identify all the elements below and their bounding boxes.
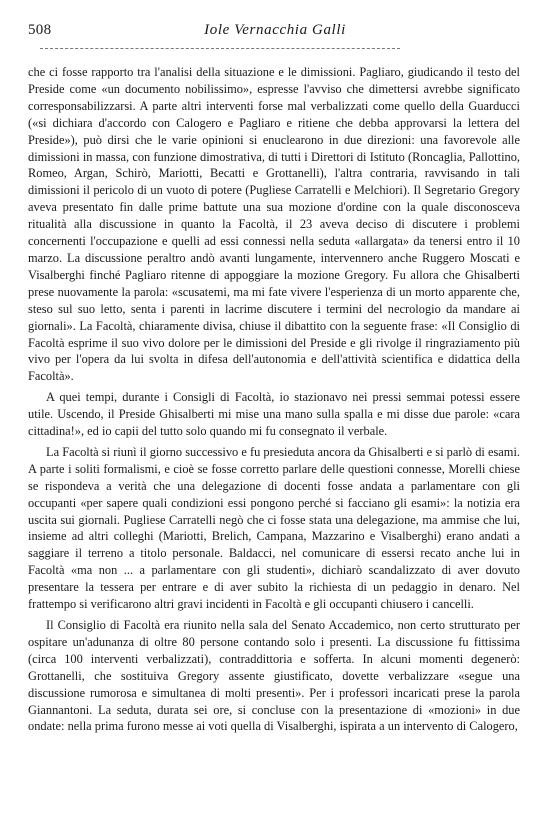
paragraph: A quei tempi, durante i Consigli di Facoltà, io stazionavo nei pressi semmai potessi essere utile. Uscendo, il Preside Ghisalberti mi mise una mano sulla spalla e mi disse due parole: «cara cittadina!», ed io capii del tutto solo quando mi fu consegnato il verbale. xyxy=(28,390,520,439)
paragraph-continued: che ci fosse rapporto tra l'analisi della situazione e le dimissioni. Pagliaro, giudicando il testo del Preside come «un documento nobilissimo», espresse l'avviso che dimettersi avrebbe significato corresponsabilizzarsi. A parte altri interventi forse mal verbalizzati come quello della Guarducci («si dichiara d'accordo con Calogero e Pagliaro e ritiene che debba approvarsi la lettera del Preside»), può dirsi che le varie opinioni si enuclearono in due direzioni: una favorevole alle dimissioni in massa, con funzione dimostrativa, di tutti i Direttori di Istituto (Roncaglia, Pallottino, Romeo, Argan, Schirò, Mariotti, Becatti e Grottanelli), l'altra contraria, ravvisando in tali dimissioni il pericolo di un vuoto di potere (Pugliese Carratelli e Melchiori). Il Segretario Gregory aveva presentato fin dalle prime battute una sua mozione d'ordine con la quale disconosceva ritualità alla discussione in quanto la Facoltà, il 23 aveva deciso di discutere i problemi concernenti l'occupazione e quelli ad essi connessi nella seduta «allargata» da tenersi entro il 10 marzo. La discussione peraltro andò avanti lungamente, intervennero anche Ruggero Moscati e Visalberghi finché Pagliaro ritenne di appoggiare la mozione Gregory. Fu allora che Ghisalberti prese nuovamente la parola: «scusatemi, ma mi fate vivere l'esperienza di un morto apparente che, steso sul suo letto, senta i parenti in lacrime discutere i termini del necrologio da mandare ai giornali». La Facoltà, chiaramente divisa, chiuse il dibattito con la seguente frase: «Il Consiglio di Facoltà esprime il suo vivo dolore per le dimissioni del Preside e gli rivolge il ringraziamento più vivo per l'opera da lui svolta in difesa dell'autonomia e dell'attività scientifica e didattica della Facoltà». xyxy=(28,65,520,384)
paragraph: La Facoltà si riunì il giorno successivo e fu presieduta ancora da Ghisalberti e si parlò di esami. A parte i soliti formalismi, e cioè se fosse corretto parlare delle questioni connesse, Morelli chiese se rispondeva a verità che una delegazione di docenti fosse andata a parlamentare con gli occupanti «per sapere quali condizioni essi pongono perché si facciano gli esami»: la notizia era uscita sui giornali. Pugliese Carratelli negò che ci fosse stata una delegazione, ma ammise che lui, insieme ad altri colleghi (Mariotti, Brelich, Campana, Mazzarino e Visalberghi) erano andati a saggiare il terreno a titolo personale. Baldacci, nel comunicare di essersi recato anche lui in Facoltà «ma non ... a parlamentare con gli studenti», dichiarò scandalizzato di aver dovuto presentare la tessera per entrare e di aver subito la richiesta di un pedaggio in denaro. Nel frattempo si verificarono altri gravi incidenti in Facoltà e gli occupanti chiusero i cancelli. xyxy=(28,444,520,612)
page-number: 508 xyxy=(28,22,52,38)
running-head xyxy=(28,22,522,42)
header-rule xyxy=(40,48,400,49)
running-title: Iole Vernacchia Galli xyxy=(204,22,346,38)
paragraph: Il Consiglio di Facoltà era riunito nella sala del Senato Accademico, non certo strutturato per ospitare un'adunanza di oltre 80 persone contando solo i presenti. La discussione fu fittissima (circa 100 interventi verbalizzati), contraddittoria e sofferta. In alcuni momenti degenerò: Grottanelli, che sostituiva Gregory assente giustificato, dovette verbalizzare «segue una discussione rumorosa e simultanea di molti presenti». Per i professori incaricati prese la parola Giannantoni. La seduta, durata sei ore, si concluse con la presentazione di «mozioni» in due ondate: nella prima furono messe ai voti quella di Visalberghi, ispirata a un intervento di Calogero, xyxy=(28,618,520,734)
body-text xyxy=(28,64,520,739)
